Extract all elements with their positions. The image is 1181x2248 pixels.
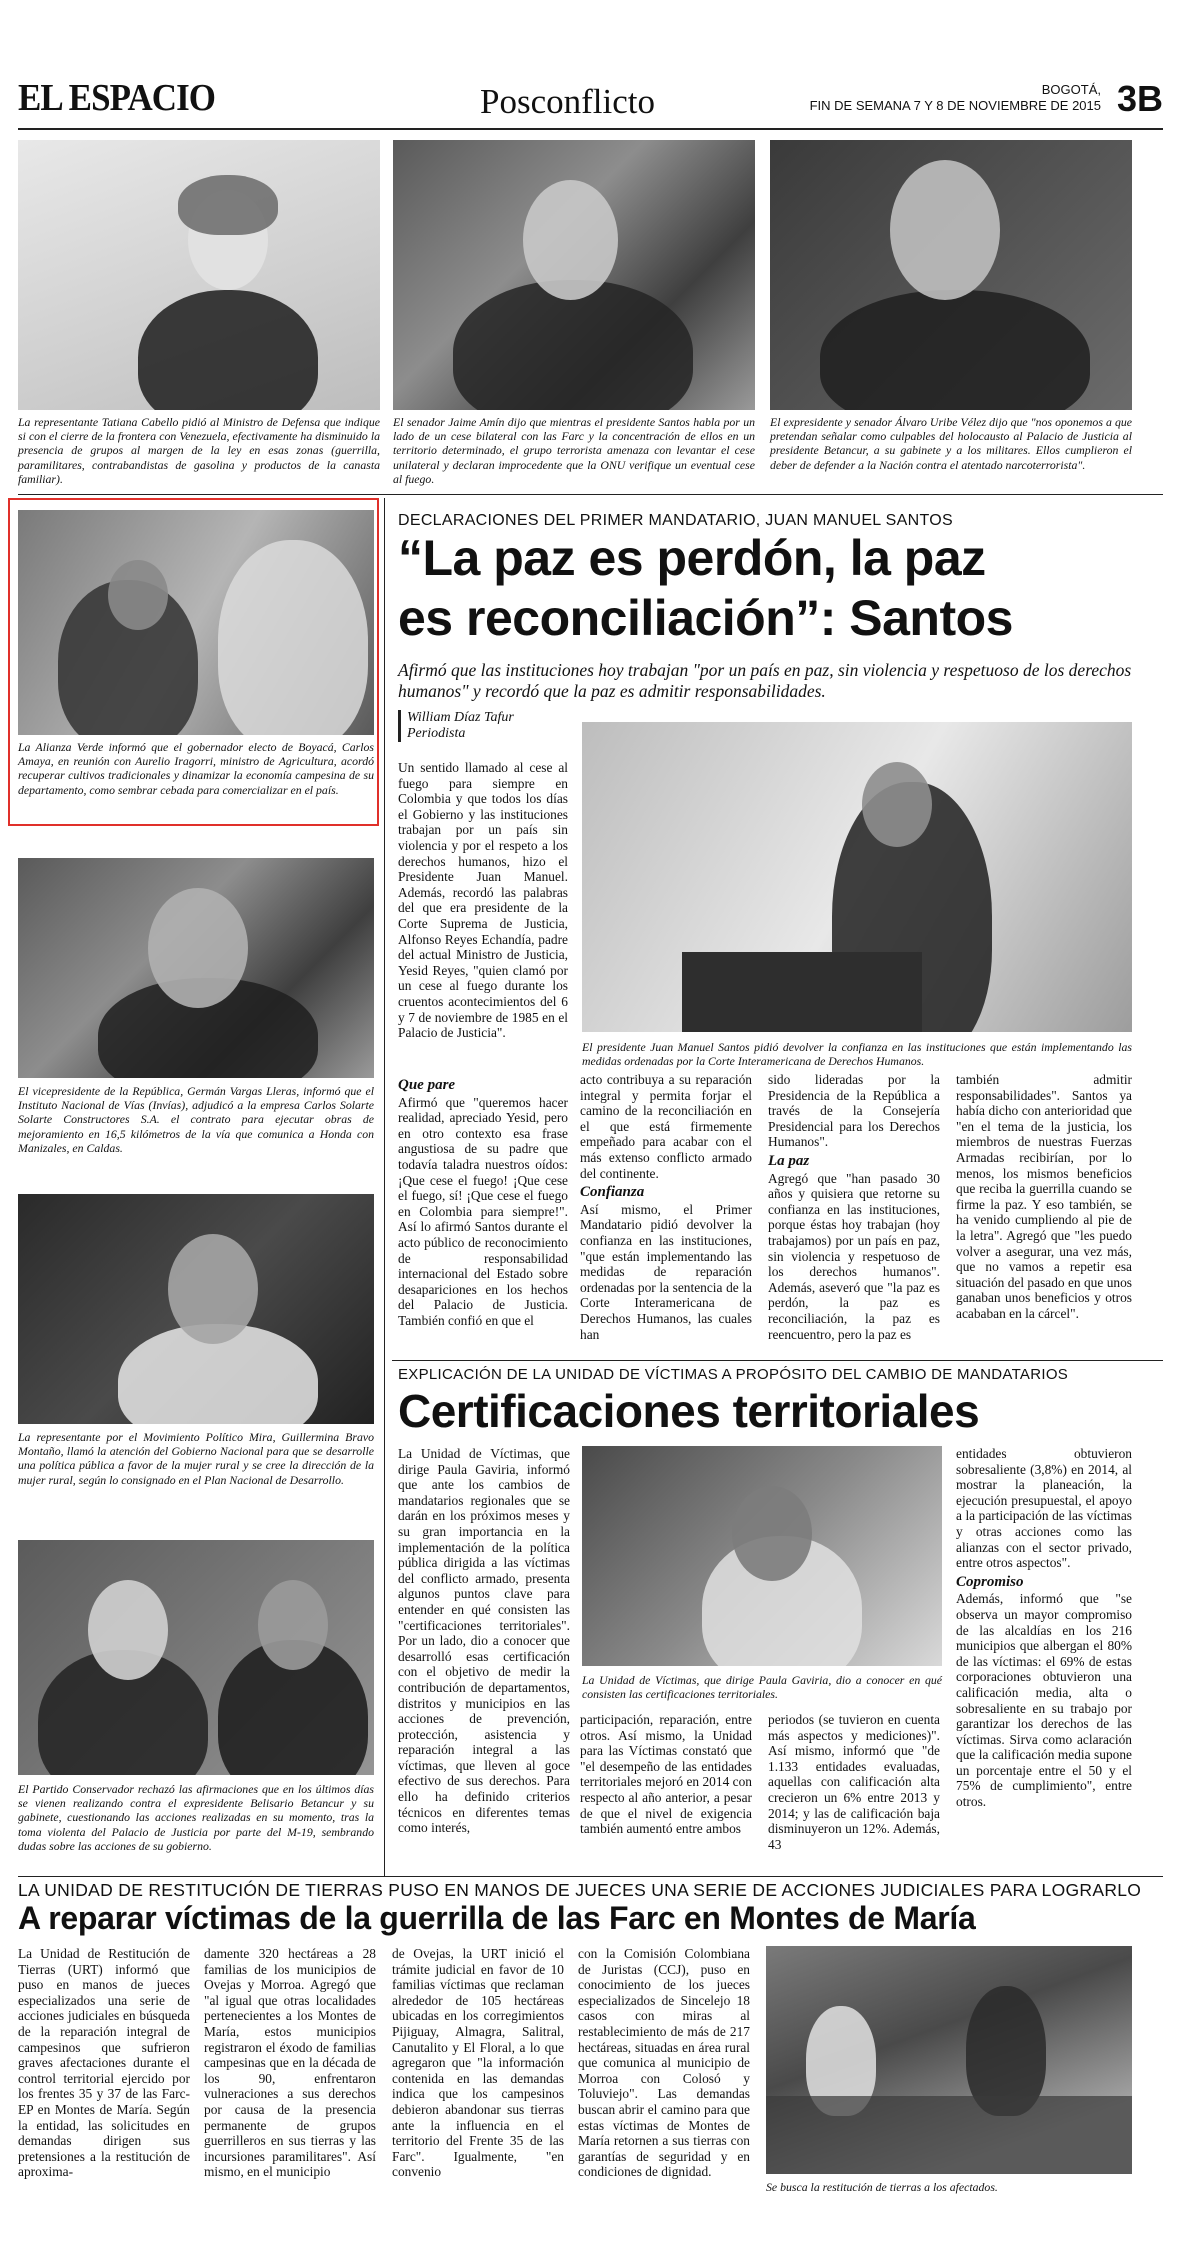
caption-cabello: La representante Tatiana Cabello pidió al Ministro de Defensa que indique si con el cierre de la frontera con Venezuela, efectivamente ha disminuido la presencia de grupos al margen de la ley en esas zonas (guerrilla, paramilitares, contrabandistas de gasolina y productos de la canasta familiar). [18,415,380,486]
subhead-la-paz: La paz [768,1152,810,1169]
photo-vargas-lleras [18,858,374,1078]
photo-alvaro-uribe [770,140,1132,410]
article2-col4 [956,1446,1132,1812]
article1-col1b-text: Afirmó que "queremos hacer realidad, apreciado Yesid, pero en otro contexto esa frase angustiosa de su padre que todavía taladra nuestros oídos: ¡Que cese el fuego! ¡Que cese el fuego, sí! ¡Que cese el fuego en Colombia para siempre!". Así lo afirmó Santos durante el acto público de reconocimiento de responsabilidad internacional del Estado sobre desapariciones en los hechos del Palacio de Justicia. También confió en que el [398,1094,568,1328]
page-number: 3B [1116,78,1163,119]
article3-col4: con la Comisión Colombiana de Juristas (CCJ), puso en conocimiento de los jueces especializados de Sincelejo 18 casos con miras al restablecimiento de más de 217 hectáreas, situadas en área rural que comunica al municipio de Morroa con Colosó y Toluviejo". Las demandas buscan abrir el camino para que estas víctimas de Montes de María retornen a sus tierras con garantías de seguridad y en condiciones de dignidad. [578,1946,750,2180]
photo-jaime-amin [393,140,755,410]
article2-col1: La Unidad de Víctimas, que dirige Paula Gaviria, informó que ante los cambios de mandatarios regionales que se darán en los próximos meses y su gran importancia en la implementación de la política pública dirigida a las víctimas del conflicto armado, presenta algunos puntos clave para entender en qué consisten las "certificaciones territoriales". Por un lado, dio a conocer que desarrolló esas certificación con el objetivo de medir la contribución de departamentos, distritos y municipios en las acciones de prevención, protección, asistencia y reparación integral a las víctimas, que lleven al goce efectivo de sus derechos. Para ello ha definido criterios técnicos en diferentes temas como interés, [398,1446,570,1836]
subhead-compromiso: Copromiso [956,1573,1024,1590]
paper-name: EL ESPACIO [18,77,216,119]
article2-end-rule [18,1876,1163,1877]
article1-byline [398,710,577,742]
article1-col1-top: Un sentido llamado al cese al fuego para siempre en Colombia y que todos los días el Gobierno y las instituciones trabajan por un país sin violencia y por el respeto a los derechos humanos, hizo el Presidente Juan Manuel. Además, recordó las palabras del que era presidente de la Corte Suprema de Justicia, Alfonso Reyes Echandía, padre del actual Ministro de Justicia, Yesid Reyes, "quien clamó por un cese al fuego durante los cruentos acontecimientos del 6 y 7 de noviembre de 1985 en el Palacio de Justicia". [398,760,568,1041]
article1-col2b-text: Así mismo, el Primer Mandatario pidió devolver la confianza en las instituciones, "que están implementando las medidas de reparación ordenadas por la sentencia de la Corte Interamericana de Derechos Humanos, las cuales han [580,1201,752,1342]
article3-col3: de Ovejas, la URT inició el trámite judicial en favor de 10 familias víctimas que reclaman alrededor de 105 hectáreas ubicadas en los corregimientos Pijiguay, Almagra, Salitral, Canutalito y El Floral, a lo que agregaron que "la información contenida en las demandas indica que los campesinos debieron abandonar sus tierras ante la influencia en el territorio del Frente 35 de las Farc". Igualmente, "en convenio [392,1946,564,2180]
article1-col2 [580,1072,752,1344]
subhead-que-pare: Que pare [398,1077,456,1093]
dateline-city: BOGOTÁ, [1041,82,1101,97]
caption-amin: El senador Jaime Amín dijo que mientras el presidente Santos habla por un lado de un cese bilateral con las Farc y la concentración de ellos en un territorio determinado, el grupo terrorista amenaza con levantar el cese unilateral y declaran improcedente que la ONU verifique un eventual cese al fuego. [393,415,755,486]
left-column-rule [384,498,385,1876]
article1-headline [398,528,1168,648]
caption-guillermina-bravo: La representante por el Movimiento Político Mira, Guillermina Bravo Montaño, llamó la atención del Gobierno Nacional para que se desarrolle una política pública a favor de la mujer rural y se cree la dirección de la mujer rural, según lo consignado en el Plan Nacional de Desarrollo. [18,1430,374,1487]
article1-col3b-text: Agregó que "han pasado 30 años y quisiera que retorne su confianza en las instituciones, porque éstas hoy trabajan (hoy trabajamos) por un país en paz, sin violencia y respetuoso de los derechos humanos". Además, aseveró que "la paz es perdón, la paz es reconciliación, la paz es reencuentro, pero la paz es [768,1170,940,1342]
photo-boyaca-meeting [18,510,374,735]
subhead-confianza: Confianza [580,1184,645,1201]
top-section-rule [18,494,1163,495]
article1-col1-bottom [398,1074,568,1331]
article2-col3: periodos (se tuvieron en cuenta más aspectos y mediciones)". Así mismo, informó que "de 1.133 entidades evaluadas, aquellas con calificación alta crecieron un 6% entre 2013 y 2014; y las de calificación baja disminuyeron un 12%. Además, 43 [768,1712,940,1852]
article1-col2-text: acto contribuya a su reparación integral y permita forjar el camino de la reconciliación en el que está firmemente empeñado para acabar con el más extenso conflicto armado del continente. [580,1072,752,1181]
masthead-rule [18,128,1163,130]
caption-uribe: El expresidente y senador Álvaro Uribe Vélez dijo que "nos oponemos a que pretendan señalar como culpables del holocausto al Palacio de Justicia al presidente Betancur, a su gabinete y a los militares. Ellos cumplieron el deber de defender a la Nación contra el atentado narcoterrorista". [770,415,1132,472]
caption-partido-conservador: El Partido Conservador rechazó las afirmaciones que en los últimos días se vienen realizando contra el expresidente Belisario Betancur y su gabinete, cuestionando las acciones realizadas en su momento, tras la toma violenta del Palacio de Justicia por parte del M-19, sembrando dudas sobre las acciones de su gobierno. [18,1782,374,1853]
article1-end-rule [392,1360,1163,1361]
caption-santos: El presidente Juan Manuel Santos pidió devolver la confianza en las instituciones que están implementando las medidas ordenadas por la Corte Interamericana de Derechos Humanos. [582,1040,1132,1069]
photo-santos-podium [582,722,1132,1032]
article1-headline-line1: “La paz es perdón, la paz [398,530,986,586]
photo-partido-conservador [18,1540,374,1775]
article1-headline-line2: es reconciliación”: Santos [398,590,1013,646]
article1-kicker: DECLARACIONES DEL PRIMER MANDATARIO, JUAN MANUEL SANTOS [398,512,953,529]
photo-guillermina-bravo [18,1194,374,1424]
caption-alianza-verde: La Alianza Verde informó que el gobernador electo de Boyacá, Carlos Amaya, en reunión con Aurelio Iragorri, ministro de Agricultura, acordó recuperar cultivos tradicionales y dinamizar la economía campesina de su departamento, como sembrar cebada para comercializar en el país. [18,740,374,797]
article3-col2: damente 320 hectáreas a 28 familias de los municipios de Ovejas y Morroa. Agregó que "al igual que otras localidades pertenecientes a los Montes de María, estos municipios registraron el éxodo de familias campesinas que en la década de los 90, enfrentaron vulneraciones a sus derechos por causa de la presencia permanente de grupos guerrilleros en sus tierras y las incursiones paramilitares". Así mismo, en el municipio [204,1946,376,2180]
caption-unidad-victimas: La Unidad de Víctimas, que dirige Paula Gaviria, dio a conocer en qué consisten las certificaciones territoriales. [582,1673,942,1702]
article1-col3 [768,1072,940,1344]
article2-col2: participación, reparación, entre otros. Así mismo, la Unidad para las Víctimas constató que "el desempeño de las entidades territoriales mejoró en 2014 con respecto al año anterior, a pesar de que el nivel de exigencia también aumentó entre ambos [580,1712,752,1837]
article1-col4: también admitir responsabilidades". Santos ya había dicho con anterioridad que "en el tema de la justicia, los miembros de nuestras Fuerzas Armadas recibirían, por lo menos, los mismos beneficios que reciba la guerrilla cuando se firme la paz. Y eso también, se ha venido cumpliendo al pie de la letra". Agregó que "les puedo volver a asegurar, una vez más, que no vamos a repetir esa situación del pasado en que unos ganaban unos beneficios y otros acababan en la cárcel". [956,1072,1132,1321]
article2-kicker: EXPLICACIÓN DE LA UNIDAD DE VÍCTIMAS A PROPÓSITO DEL CAMBIO DE MANDATARIOS [398,1366,1069,1383]
byline-role: Periodista [407,726,466,741]
article2-headline: Certificaciones territoriales [398,1385,980,1437]
photo-tatiana-cabello [18,140,380,410]
dateline-date: FIN DE SEMANA 7 Y 8 DE NOVIEMBRE DE 2015 [809,98,1101,113]
masthead [18,74,1163,126]
article3-kicker: LA UNIDAD DE RESTITUCIÓN DE TIERRAS PUSO EN MANOS DE JUECES UNA SERIE DE ACCIONES JUDICIALES PARA LOGRARLO [18,1880,1142,1900]
section-title: Posconflicto [480,82,655,121]
article2-col4b-text: Además, informó que "se observa un mayor compromiso de las alcaldías en los 216 municipios que albergan el 80% de las víctimas: el 69% de estas corporaciones obtuvieron una calificación media, alta o sobresaliente en su trabajo por garantizar los derechos de las víctimas. Sirva como aclaración que la calificación media supone un porcentaje entre el 50 y el 75% de cumplimiento", entre otros. [956,1591,1132,1810]
article3-col1: La Unidad de Restitución de Tierras (URT) informó que puso en manos de jueces especializados una serie de acciones judiciales en búsqueda de la reparación integral de campesinos que sufrieron graves afectaciones durante el control territorial ejercido por los frentes 35 y 37 de las Farc-EP en Montes de María. Según la entidad, las solicitudes en demandas dirigen sus pretensiones a la restitución de aproxima- [18,1946,190,2180]
photo-paula-gaviria [582,1446,942,1666]
photo-restitucion-tierras [766,1946,1132,2174]
byline-name: William Díaz Tafur [407,710,514,725]
caption-restitucion: Se busca la restitución de tierras a los afectados. [766,2180,998,2194]
article2-col4-text: entidades obtuvieron sobresaliente (3,8%) en 2014, al mostrar la planeación, la ejecución presupuestal, el apoyo a la participación de las víctimas y otras acciones como las alianzas con el sector privado, entre otros aspectos". [956,1446,1132,1571]
article1-deck: Afirmó que las instituciones hoy trabajan "por un país en paz, sin violencia y respetuoso de los derechos humanos" y recordó que la paz es admitir responsabilidades. [398,660,1132,701]
caption-vargas-lleras: El vicepresidente de la República, Germán Vargas Lleras, informó que el Instituto Nacional de Vías (Invías), adjudicó a la empresa Carlos Solarte Solarte Constructores S.A. el contrato para ejecutar obras de mejoramiento en 16,5 kilómetros de la vía que comunica a Honda con Manizales, en Caldas. [18,1084,374,1155]
article1-col3-text: sido lideradas por la Presidencia de la República a través de la Consejería Presidencial para los Derechos Humanos". [768,1072,940,1150]
article3-headline: A reparar víctimas de la guerrilla de las Farc en Montes de María [18,1900,976,1936]
